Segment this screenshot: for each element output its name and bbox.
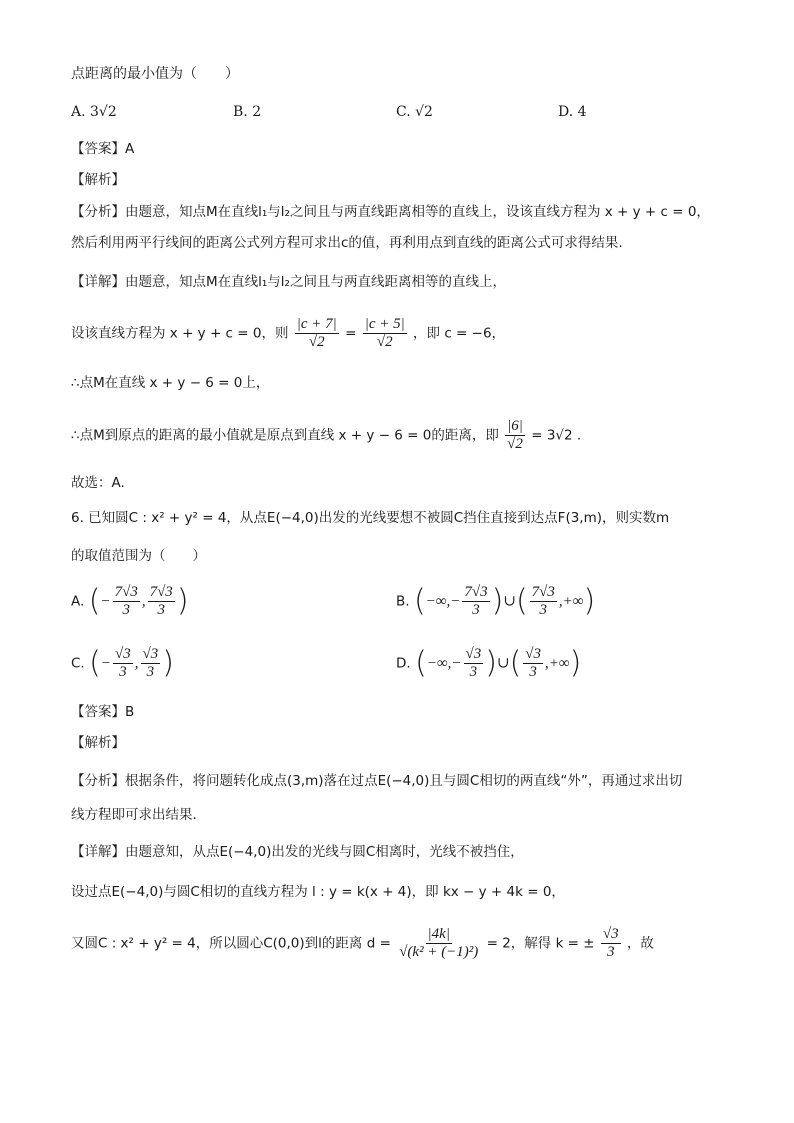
answer-tag: 【答案】 [71, 141, 125, 157]
q6-detail-1 [71, 842, 524, 862]
analysis-tag: 【分析】 [71, 204, 125, 220]
q5-option-d: D. 4 [558, 104, 587, 120]
fraction-6 [505, 418, 525, 453]
q6-analysis-heading: 【解析】 [71, 735, 125, 751]
fraction [523, 646, 543, 681]
fraction-den: √2 [376, 334, 393, 350]
fraction [141, 646, 161, 681]
fraction-den: 3 [122, 602, 130, 618]
fraction-den: √2 [308, 334, 325, 350]
q5-detail-3: ∴点M在直线 x + y − 6 = 0上， [71, 375, 270, 391]
right-paren: ) [569, 645, 582, 681]
q5-analysis-1 [71, 202, 710, 222]
left-paren: ( [414, 583, 426, 619]
q6-option-b [396, 584, 595, 619]
right-paren: ) [176, 583, 189, 619]
pos-infinity: ,+∞ [545, 655, 570, 672]
answer-value: A [125, 141, 135, 157]
right-paren: ) [162, 645, 174, 681]
fraction-num: 7√3 [531, 584, 555, 600]
union: ∪ [497, 655, 510, 672]
fraction-num: √3 [465, 646, 482, 662]
fraction-num: |c + 5| [364, 316, 405, 332]
detail-4-lead: ∴点M到原点的距离的最小值就是原点到直线 x + y − 6 = 0的距离，即 [71, 427, 499, 444]
detail-3-mid: = 2，解得 k = ± [486, 935, 595, 952]
analysis-text: 根据条件，将问题转化成点(3,m)落在过点E(−4,0)且与圆C相切的两直线“外”，再通过求出切 [125, 773, 683, 789]
left-paren: ( [88, 583, 101, 619]
q5-detail-2 [71, 316, 505, 351]
fraction [464, 646, 484, 681]
fraction-c7 [295, 316, 339, 351]
detail-4-tail: = 3√2 . [531, 427, 582, 444]
fraction-den: 3 [157, 602, 165, 618]
q5-option-a: A. 3√2 [71, 104, 117, 120]
fraction-c5 [363, 316, 407, 351]
fraction-den: 3 [529, 664, 537, 680]
union: ∪ [503, 593, 516, 610]
q5-answer [71, 139, 134, 159]
fraction [113, 584, 140, 619]
q6-detail-2: 设过点E(−4,0)与圆C相切的直线方程为 l : y = k(x + 4)，即 kx − y + 4k = 0， [71, 884, 565, 900]
right-paren: ) [491, 583, 504, 619]
q6-detail-3 [71, 926, 654, 961]
detail-text: 由题意，知点M在直线l₁与l₂之间且与两直线距离相等的直线上， [125, 274, 506, 290]
detail-tag: 【详解】 [71, 844, 125, 860]
q6-answer [71, 702, 134, 722]
q6-analysis-2: 线方程即可求出结果. [71, 807, 197, 823]
fraction-den: 3 [119, 664, 127, 680]
detail-text: 由题意知，从点E(−4,0)出发的光线与圆C相离时，光线不被挡住， [125, 844, 524, 860]
option-label: B. [396, 593, 410, 610]
left-paren: ( [89, 645, 101, 681]
detail-tag: 【详解】 [71, 274, 125, 290]
q6-stem: 6. 已知圆C : x² + y² = 4，从点E(−4,0)出发的光线要想不被圆C挡住直接到达点F(3,m)，则实数m [71, 510, 670, 526]
option-label: D. [396, 655, 411, 672]
answer-value: B [125, 704, 135, 720]
fraction-den: 3 [539, 602, 548, 618]
fraction-num: |4k| [427, 926, 450, 942]
fraction-num: √3 [142, 646, 159, 662]
q5-choice: 故选：A. [71, 475, 125, 491]
q5-detail-1 [71, 272, 506, 292]
q6-option-c: C. (− $\frac{√3}{3}$ , $\frac{√3}{3}$ ) [71, 645, 174, 681]
left-paren: ( [415, 645, 427, 681]
fraction [113, 646, 133, 681]
q5-stem-tail: 点距离的最小值为（ ） [71, 66, 239, 82]
fraction-num: √3 [602, 926, 619, 942]
q5-analysis-heading: 【解析】 [71, 172, 125, 188]
q6-option-a: A. (− $\frac{7√3}{3}$ , $\frac{7√3}{3}$ ) [71, 583, 189, 619]
answer-tag: 【答案】 [71, 704, 125, 720]
fraction [530, 584, 557, 619]
left-paren: ( [509, 645, 522, 681]
detail-3-lead: 又圆C : x² + y² = 4，所以圆心C(0,0)到l的距离 d = [71, 935, 391, 952]
fraction-k [601, 926, 621, 961]
detail-3-tail: ，故 [626, 935, 654, 952]
option-label: C. [71, 655, 85, 672]
q6-stem-tail: 的取值范围为（ ） [71, 548, 206, 564]
fraction-num: 7√3 [464, 584, 488, 600]
fraction-num: √3 [525, 646, 542, 662]
fraction-den: 3 [472, 602, 480, 618]
fraction-num: 7√3 [114, 584, 138, 600]
fraction [148, 584, 175, 619]
q6-analysis-1 [71, 771, 682, 791]
q5-option-c: C. √2 [396, 104, 433, 120]
q6-option-d [396, 646, 581, 681]
fraction-num: 7√3 [149, 584, 173, 600]
neg-infinity: −∞,− [425, 593, 461, 610]
fraction-num: |6| [507, 418, 523, 434]
analysis-tag: 【分析】 [71, 773, 125, 789]
q5-option-b: B. 2 [233, 104, 262, 120]
neg-infinity: −∞,− [426, 655, 462, 672]
fraction-den: √(k² + (−1)²) [399, 944, 479, 960]
detail-2-lead: 设该直线方程为 x + y + c = 0，则 [71, 325, 289, 342]
fraction-num: √3 [115, 646, 131, 662]
fraction-distance [397, 926, 480, 961]
equals: = [345, 325, 357, 342]
pos-infinity: ,+∞ [558, 593, 584, 610]
q5-detail-4 [71, 418, 581, 453]
fraction-num: |c + 7| [296, 316, 337, 332]
fraction-den: 3 [607, 944, 615, 960]
option-label: A. [71, 593, 85, 610]
q5-analysis-2: 然后利用两平行线间的距离公式列方程可求出c的值，再利用点到直线的距离公式可求得结果. [71, 235, 623, 251]
fraction-den: 3 [469, 664, 478, 680]
detail-2-tail: ，即 c = −6， [413, 325, 506, 342]
right-paren: ) [583, 583, 596, 619]
right-paren: ) [485, 645, 497, 681]
fraction [462, 584, 489, 619]
fraction-den: √2 [507, 436, 523, 452]
fraction-den: 3 [146, 664, 155, 680]
analysis-text: 由题意，知点M在直线l₁与l₂之间且与两直线距离相等的直线上，设该直线方程为 x + y + c = 0， [125, 204, 710, 220]
left-paren: ( [515, 583, 528, 619]
